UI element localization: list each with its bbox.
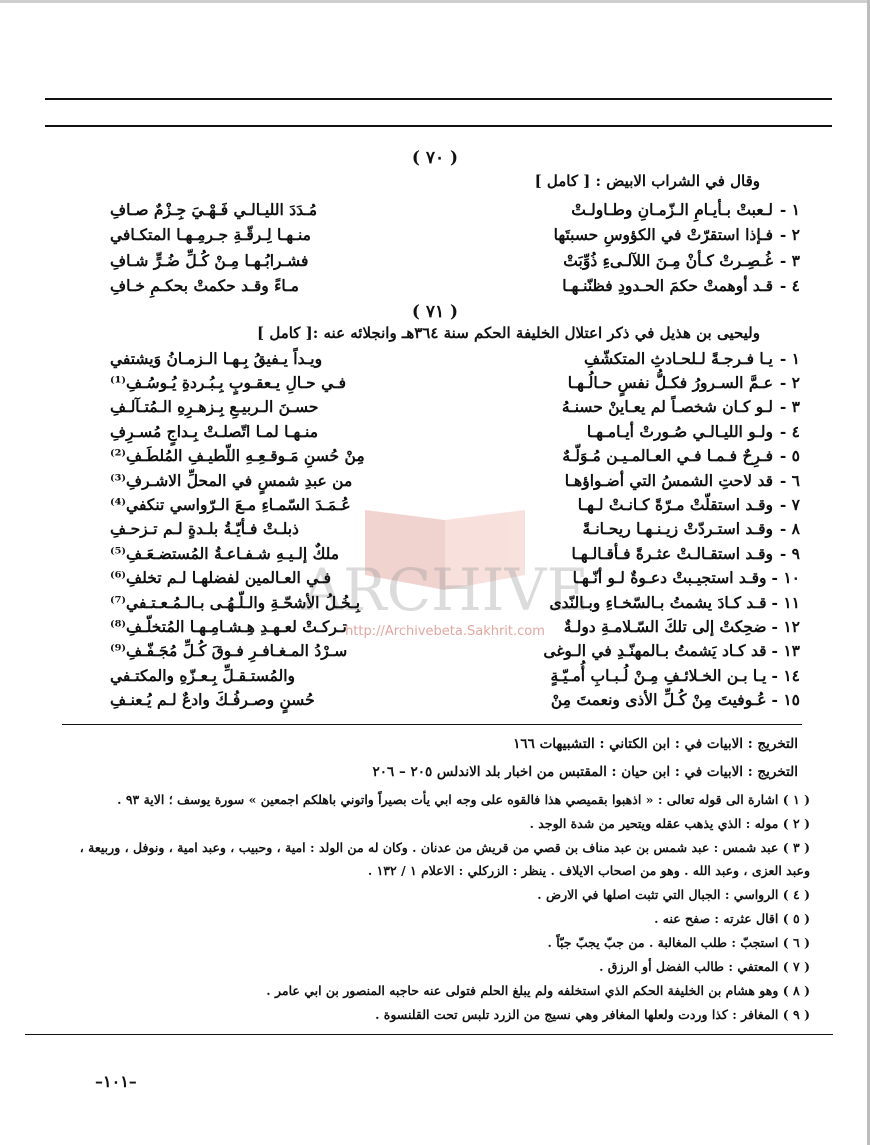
verse-second-hemistich: بِـخُـلُ الأشحّـةِ والـلّـهُـى بـالـمُـعـتـفي⁽⁷⁾ bbox=[110, 592, 361, 612]
verse-second-hemistich: ذبلـتْ فـأيّـةُ بلـدةٍ لـم تـزحـفِ bbox=[110, 519, 299, 539]
verse-line bbox=[110, 248, 800, 272]
verse-first-hemistich bbox=[550, 666, 800, 685]
verse-line bbox=[110, 370, 800, 394]
verse-sadr-text: ولـو الليـالـي صُـورتْ أيـامـهـا bbox=[586, 421, 773, 441]
verse-second-hemistich: مـاءً وقـد حكمتْ بحكـمِ خـافِ bbox=[110, 276, 299, 295]
verse-first-hemistich bbox=[568, 373, 800, 392]
verse-second-hemistich: فشـرابُـهـا مِـنْ كُـلِّ ضُـرٍّ شـافِ bbox=[110, 250, 309, 270]
footnote: ( ١ ) اشارة الى قوله تعالى : « اذهبوا بقميصي هذا فالقوه على وجه ابي يأت بصيراً واتوني باهلكم اجمعين » سورة يوسف ؛ الاية ٩٣ . bbox=[117, 792, 810, 807]
verse-first-hemistich bbox=[578, 495, 800, 514]
verse-number: ٧ - bbox=[779, 494, 800, 514]
verse-first-hemistich bbox=[550, 593, 800, 612]
verse-second-hemistich: مُـدَدَ الليـالـي فَـهْـيَ جِـزْمٌ صـافِ bbox=[110, 199, 318, 219]
verse-first-hemistich bbox=[562, 446, 800, 465]
verse-number: ١٥ - bbox=[771, 690, 800, 710]
verse-number: ١٠ - bbox=[771, 568, 800, 588]
verse-first-hemistich bbox=[563, 251, 800, 270]
verse-sadr-text: وقـد استـردّتْ زيـنـهـا ريحـانـةً bbox=[582, 519, 773, 539]
page-number: –١٠١– bbox=[95, 1072, 137, 1091]
verse-sadr-text: قـد كـادَ يشمتُ بـالسّخـاءِ وبـالنّدى bbox=[549, 592, 767, 612]
scan-edge-top bbox=[0, 0, 870, 3]
verse-second-hemistich: مِنْ حُسنِ مَـوقـعِـهِ اللّطيـفِ المُلطَـفِ⁽²⁾ bbox=[110, 446, 365, 466]
verse-line bbox=[110, 517, 800, 541]
verse-sadr-text: قد لاحتِ الشمسُ التي أضـواؤهـا bbox=[564, 470, 773, 490]
takhrij-line-1: التخريج : الابيات في : ابن الكتاني : التشبيهات ١٦٦ bbox=[513, 736, 798, 752]
verse-sadr-text: يـا بـن الخـلائـفِ مِـنْ لُـبـابِ أُمـيّـةٍ bbox=[550, 665, 767, 685]
verse-line bbox=[110, 346, 800, 370]
verse-second-hemistich: عُـمَـدَ السّمـاءِ مـعَ الـرّواسي تنكفي⁽⁴⁾ bbox=[110, 494, 351, 514]
top-rule-2 bbox=[45, 125, 832, 127]
verse-line bbox=[110, 223, 800, 247]
verse-sadr-text: عُـوفيتَ مِنْ كُـلِّ الأذى ونعمتَ مِنْ bbox=[550, 690, 767, 710]
verse-number: ٤ - bbox=[779, 421, 800, 441]
verse-sadr-text: وقـد استجيـبتْ دعـوةٌ لـو أنّـهـا bbox=[572, 568, 767, 588]
verse-first-hemistich bbox=[587, 422, 800, 441]
verse-sadr-text: لـو كـان شخصـاً لم يعـاينْ حسنـهُ bbox=[561, 397, 773, 417]
verse-line bbox=[110, 492, 800, 516]
verse-first-hemistich bbox=[562, 276, 800, 295]
verse-second-hemistich: تـركـتْ لعـهـدِ هِـشـامِـهـا المُتخلّـفِ⁽⁸⁾ bbox=[110, 616, 347, 636]
verse-sadr-text: غُـصِـرتْ كـأنْ مِـنَ اللآلـىءِ ذُوِّبَتْ bbox=[563, 250, 773, 270]
verse-line bbox=[110, 663, 800, 687]
verse-number: ٩ - bbox=[779, 543, 800, 563]
verse-sadr-text: ضحِكتْ إلى تلكَ السّـلامـةِ دولـةٌ bbox=[563, 616, 767, 636]
verse-number: ١٤ - bbox=[771, 665, 800, 685]
footnote: ( ٢ ) موله : الذي يذهب عقله ويتحير من شدة الوجد . bbox=[529, 816, 810, 831]
verse-number: ٢ - bbox=[779, 372, 800, 392]
verse-number: ١٢ - bbox=[771, 616, 800, 636]
watermark-text: ARCHIVE bbox=[301, 556, 589, 624]
verse-first-hemistich bbox=[551, 690, 800, 709]
verse-number: ١١ - bbox=[771, 592, 800, 612]
verse-line bbox=[110, 639, 800, 663]
verse-second-hemistich: حسـنَ الـربيـعِ بِـزهـرِهِ الـمُتـآلـفِ bbox=[110, 397, 319, 417]
footnote: ( ٤ ) الرواسي : الجبال التي تثبت اصلها في الارض . bbox=[537, 887, 810, 902]
top-rule-1 bbox=[45, 98, 832, 100]
verse-number: ١ - bbox=[779, 199, 800, 219]
verse-first-hemistich bbox=[573, 568, 800, 587]
footnote: ( ٦ ) استجبّ : طلب المغالبة . من جبّ يجبّ جبّاً . bbox=[547, 935, 810, 950]
verse-line bbox=[110, 614, 800, 638]
verse-sadr-text: يـا فـرجـةً لـلحـادثِ المتكشّفِ bbox=[584, 348, 773, 368]
verse-number: ٢ - bbox=[779, 225, 800, 244]
verse-line bbox=[110, 274, 800, 298]
notes-rule bbox=[62, 724, 802, 725]
footnote: ( ٣ ) عبد شمس : عبد شمس بن عبد مناف بن قصي من قريش من عدنان . وكان له من الولد : امية ، وحبيب ، وعبد امية ، ونوفل ، وربيعة ، وعبد العزى ، وعبد الله . وهو من اصحاب الايلاف . ينظر : الزركلي : الاعلام ١ / ١٣٢ . bbox=[79, 840, 810, 878]
verse-sadr-text: وقـد استقلّتْ مـرّةً كـانـتْ لـهـا bbox=[577, 494, 773, 514]
verse-number: ٣ - bbox=[779, 397, 800, 417]
takhrij-line-2: التخريج : الابيات في : ابن حيان : المقتبس من اخبار بلد الاندلس ٢٠٥ – ٢٠٦ bbox=[372, 764, 798, 780]
verse-first-hemistich bbox=[543, 641, 800, 660]
verse-first-hemistich bbox=[562, 397, 800, 416]
verse-second-hemistich: ملكٌ إلـيـهِ شـفـاعـةُ المُستضـعَـفِ⁽⁵⁾ bbox=[110, 543, 340, 563]
verse-line bbox=[110, 444, 800, 468]
verse-line bbox=[110, 541, 800, 565]
verse-sadr-text: قد كـاد يَشمتُ بـالمهنّـدِ في الـوغى bbox=[543, 641, 767, 661]
verse-first-hemistich bbox=[565, 471, 800, 490]
verse-number: ٤ - bbox=[779, 276, 800, 295]
verse-number: ٥ - bbox=[779, 446, 800, 466]
poem-70-number: ( ٧٠ ) bbox=[411, 148, 459, 168]
footnote: ( ٥ ) اقال عثرته : صفح عنه . bbox=[654, 911, 810, 926]
footnote: ( ٨ ) وهو هشام بن الخليفة الحكم الذي استخلفه ولم يبلغ الحلم فتولى عنه حاجبه المنصور بن ابي عامر . bbox=[266, 983, 810, 998]
verse-line bbox=[110, 590, 800, 614]
verse-number: ١ - bbox=[779, 348, 800, 368]
verse-sadr-text: لـعبتْ بـأيـامِ الـزّمـانِ وطـاولـتْ bbox=[571, 199, 773, 219]
poem-70-intro: وقال في الشراب الابيض : [ كامل ] bbox=[534, 172, 760, 190]
verse-second-hemistich: من عبدِ شمسٍ في المحلِّ الاشـرفِ⁽³⁾ bbox=[110, 470, 353, 490]
verse-first-hemistich bbox=[584, 349, 800, 368]
verse-first-hemistich bbox=[571, 200, 800, 219]
verse-line bbox=[110, 419, 800, 443]
verse-line bbox=[110, 197, 800, 221]
verse-sadr-text: فـإذا استقرّتْ في الكؤوسِ حسبتَها bbox=[553, 225, 773, 244]
poem-71-intro: وليحيى بن هذيل في ذكر اعتلال الخليفة الحكم سنة ٣٦٤هـ وانجلائه عنه :[ كامل ] bbox=[257, 324, 760, 342]
verse-number: ٦ - bbox=[779, 470, 800, 490]
watermark-url: http://Archivebeta.Sakhrit.com bbox=[345, 624, 545, 639]
bottom-rule bbox=[25, 1034, 833, 1035]
verse-sadr-text: قـد أوهمتْ حكمَ الحـدودِ فظنّنـهـا bbox=[562, 276, 773, 295]
verse-second-hemistich: سـرْدُ المـغـافـرِ فـوقَ كُـلِّ مُجَـفّـفِ⁽⁹⁾ bbox=[110, 641, 348, 661]
verse-number: ١٣ - bbox=[771, 641, 800, 661]
verse-second-hemistich: والمُستـقـلِّ بِـعـزّهِ والمكتـفي bbox=[110, 665, 295, 685]
verse-first-hemistich bbox=[554, 225, 800, 244]
verse-second-hemistich: منـهـا لِـرقّـةِ جـرمِـهـا المتكـافي bbox=[110, 225, 311, 244]
verse-sadr-text: وقـد استقـالـتْ عثـرةً فـأقـالـهـا bbox=[571, 543, 773, 563]
footnote: ( ٩ ) المغافر : كذا وردت ولعلها المغافر وهي نسيج من الزرد تلبس تحت القلنسوة . bbox=[375, 1007, 810, 1022]
footnote: ( ٧ ) المعتفي : طالب الفضل أو الرزق . bbox=[599, 959, 810, 974]
verse-number: ٣ - bbox=[779, 250, 800, 270]
verse-line bbox=[110, 688, 800, 712]
verse-second-hemistich: ويـداً يـفيقُ بِـهـا الـزمـانُ وَيشتفي bbox=[110, 348, 323, 368]
verse-first-hemistich bbox=[564, 617, 800, 636]
verse-second-hemistich: منـهـا لمـا اتّصلـتْ بِـداجٍ مُسـرِفِ bbox=[110, 421, 319, 441]
verse-line bbox=[110, 395, 800, 419]
verse-line bbox=[110, 468, 800, 492]
verse-second-hemistich: حُسنٍ وصـرفُـكَ وادعٌ لـم يُـعنـفِ bbox=[110, 690, 315, 710]
verse-line bbox=[110, 566, 800, 590]
verse-second-hemistich: فـي حـالِ يـعقـوبٍ بِـبُـردةِ يُـوسُـفِ⁽¹⁾ bbox=[110, 372, 346, 392]
verse-sadr-text: فـرِحٌ فـمـا فـي العـالمـيـن مُـوَلّـهٌ bbox=[562, 446, 773, 466]
poem-71-number: ( ٧١ ) bbox=[411, 302, 459, 322]
verse-second-hemistich: فـي العـالمين لفضلهـا لـم تخلفِ⁽⁶⁾ bbox=[110, 568, 332, 588]
verse-first-hemistich bbox=[582, 519, 800, 538]
verse-number: ٨ - bbox=[779, 519, 800, 539]
verse-first-hemistich bbox=[572, 544, 800, 563]
verse-sadr-text: عـمَّ السـرورُ فكـلُّ نفسٍ حـالُـهـا bbox=[567, 372, 773, 392]
